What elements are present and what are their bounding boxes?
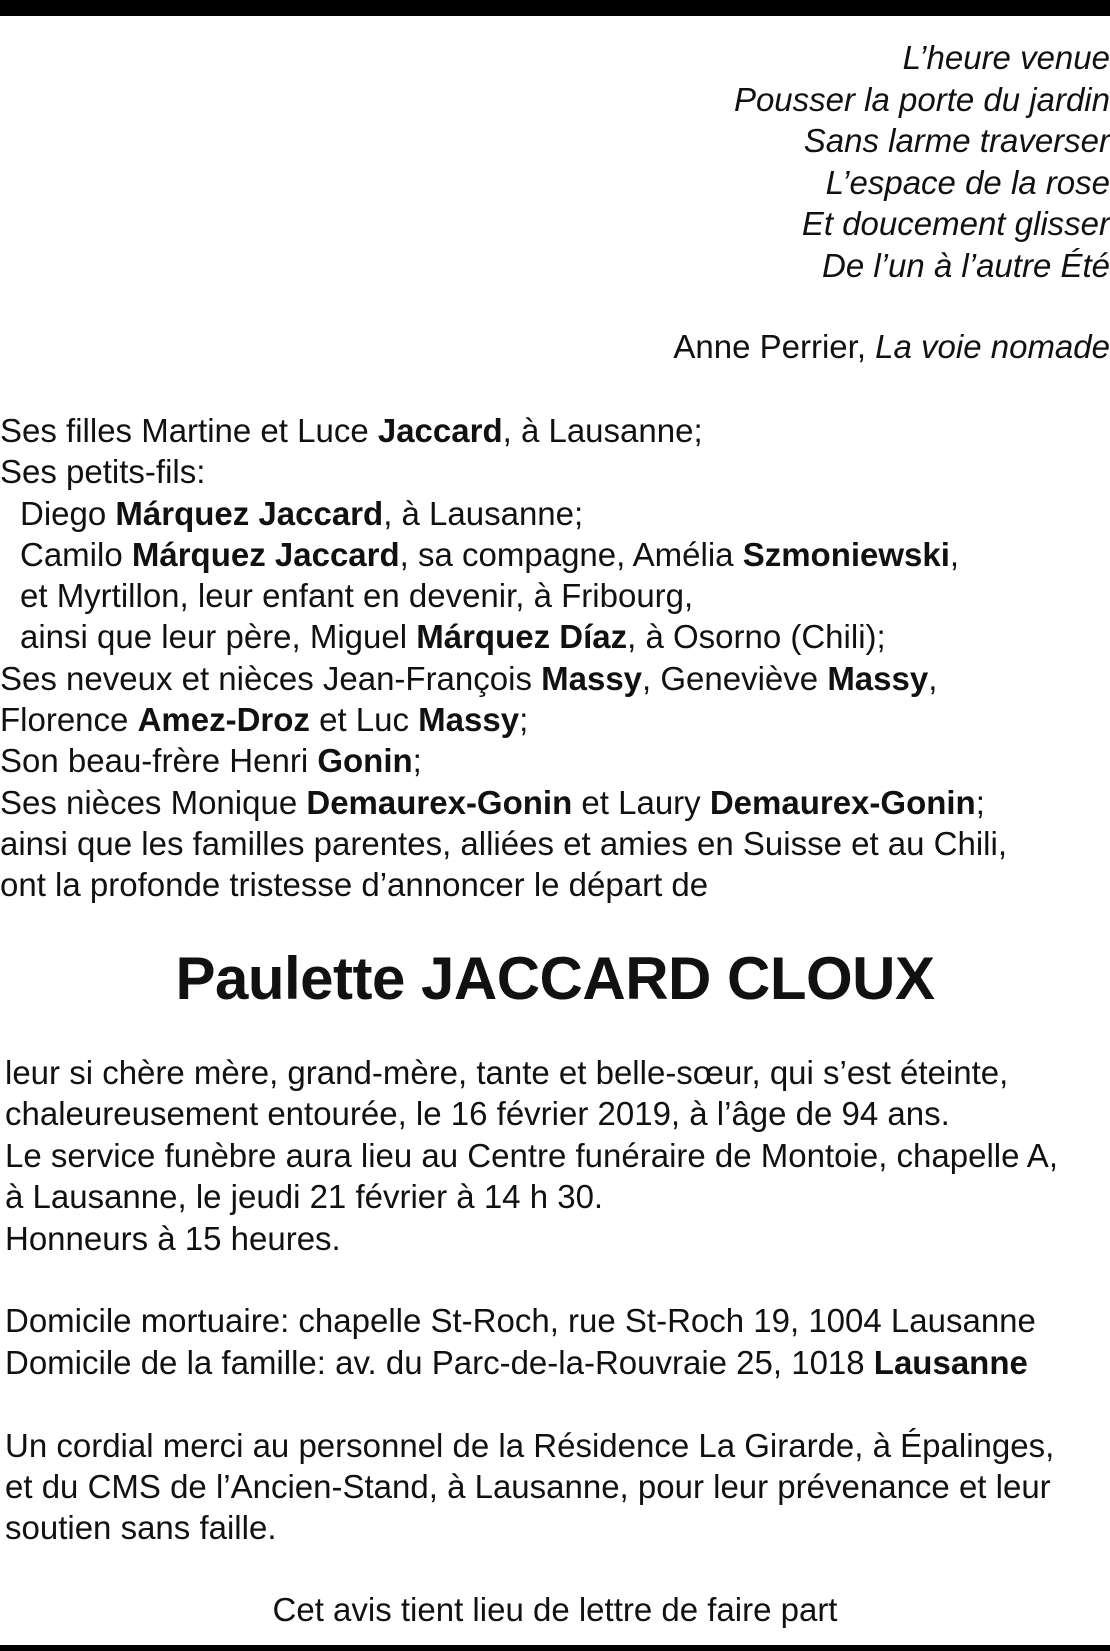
family-line xyxy=(0,451,1100,492)
family-surname: Márquez Díaz xyxy=(416,618,628,656)
poem-work-title: La voie nomade xyxy=(875,328,1110,365)
details-line: chaleureusement entourée, le 16 février 2019, à l’âge de 94 ans. xyxy=(5,1095,950,1133)
family-text: , à Lausanne; xyxy=(383,494,584,532)
family-text: et Myrtillon, leur enfant en devenir, à Fribourg, xyxy=(20,577,694,615)
family-line xyxy=(0,575,1100,616)
family-text: , sa compagne, Amélia xyxy=(399,535,743,573)
paragraph-gap xyxy=(5,1383,1105,1424)
thanks-line: et du CMS de l’Ancien-Stand, à Lausanne, pour leur prévenance et leur xyxy=(5,1468,1051,1506)
family-surname: Demaurex-Gonin xyxy=(709,783,976,821)
family-text: , xyxy=(949,535,960,573)
family-text: , xyxy=(928,659,938,697)
family-text: Ses nièces Monique xyxy=(0,783,307,821)
family-surname: Demaurex-Gonin xyxy=(306,783,573,821)
family-text: ; xyxy=(975,783,985,821)
family-line xyxy=(0,410,1100,451)
family-text: Camilo xyxy=(20,535,132,573)
family-text: , à Lausanne; xyxy=(502,412,703,449)
family-surname: Amez-Droz xyxy=(137,701,310,739)
poem-attribution xyxy=(510,327,1110,367)
family-surname: Szmoniewski xyxy=(742,535,950,573)
details-line: Honneurs à 15 heures. xyxy=(5,1219,341,1257)
family-text: ainsi que leur père, Miguel xyxy=(20,618,417,656)
family-text: Ses petits-fils: xyxy=(0,453,206,491)
family-surname: Jaccard xyxy=(377,412,503,449)
family-text: et Luc xyxy=(309,701,419,739)
thanks-line: soutien sans faille. xyxy=(5,1509,277,1547)
family-line xyxy=(0,782,1100,823)
family-surname: Massy xyxy=(827,659,929,697)
poem-line: De l’un à l’autre Été xyxy=(822,246,1110,284)
poem-line: L’espace de la rose xyxy=(825,163,1110,201)
family-text: ainsi que les familles parentes, alliées et amies en Suisse et au Chili, xyxy=(0,824,1008,862)
poem-author: Anne Perrier xyxy=(673,328,857,365)
poem-line: L’heure venue xyxy=(902,39,1110,76)
address-text: Domicile de la famille: av. du Parc-de-la-Rouvraie 25, 1018 xyxy=(5,1343,874,1381)
details-line: Le service funèbre aura lieu au Centre funéraire de Montoie, chapelle A, xyxy=(5,1136,1058,1174)
family-line xyxy=(0,740,1100,781)
bottom-border-rule xyxy=(0,1645,1110,1651)
family-announcement xyxy=(0,410,1100,906)
family-line xyxy=(0,864,1100,905)
closing-note: Cet avis tient lieu de lettre de faire part xyxy=(272,1591,838,1628)
attribution-separator: , xyxy=(856,328,876,365)
family-surname: Márquez Jaccard xyxy=(131,535,400,573)
family-line xyxy=(0,823,1100,864)
family-text: Diego xyxy=(20,494,116,532)
deceased-name: Paulette JACCARD CLOUX xyxy=(175,945,935,1012)
family-text: Florence xyxy=(0,701,138,739)
family-surname: Gonin xyxy=(317,742,413,780)
family-line xyxy=(0,493,1100,534)
family-text: Ses neveux et nièces Jean-François xyxy=(0,659,542,697)
family-text: Son beau-frère Henri xyxy=(0,742,318,780)
family-surname: Massy xyxy=(418,701,520,739)
service-details xyxy=(5,1052,1105,1549)
poem-line: Sans larme traverser xyxy=(803,122,1110,159)
address-city: Lausanne xyxy=(873,1343,1028,1381)
family-text: et Laury xyxy=(572,783,710,821)
family-text: ; xyxy=(519,701,529,739)
details-line: à Lausanne, le jeudi 21 février à 14 h 30. xyxy=(5,1178,604,1216)
paragraph-gap xyxy=(5,1259,1105,1300)
family-text: , à Osorno (Chili); xyxy=(627,618,886,656)
family-line xyxy=(0,534,1100,575)
family-line xyxy=(0,616,1100,657)
family-text: ont la profonde tristesse d’annoncer le départ de xyxy=(0,866,709,904)
epigraph-poem xyxy=(510,37,1110,286)
family-surname: Massy xyxy=(541,659,643,697)
details-line: leur si chère mère, grand-mère, tante et belle-sœur, qui s’est éteinte, xyxy=(5,1054,1009,1091)
family-text: ; xyxy=(412,742,422,780)
poem-line: Et doucement glisser xyxy=(801,205,1110,242)
family-address xyxy=(5,1342,1105,1383)
family-text: Ses filles Martine et Luce xyxy=(0,412,378,449)
poem-line: Pousser la porte du jardin xyxy=(733,80,1110,118)
family-line xyxy=(0,699,1100,740)
top-border-rule xyxy=(0,0,1110,16)
family-line xyxy=(0,658,1100,699)
mortuary-address: Domicile mortuaire: chapelle St-Roch, rue St-Roch 19, 1004 Lausanne xyxy=(5,1302,1036,1340)
thanks-line: Un cordial merci au personnel de la Résidence La Girarde, à Épalinges, xyxy=(5,1426,1055,1464)
family-surname: Márquez Jaccard xyxy=(115,494,384,532)
family-text: , Geneviève xyxy=(642,659,828,697)
